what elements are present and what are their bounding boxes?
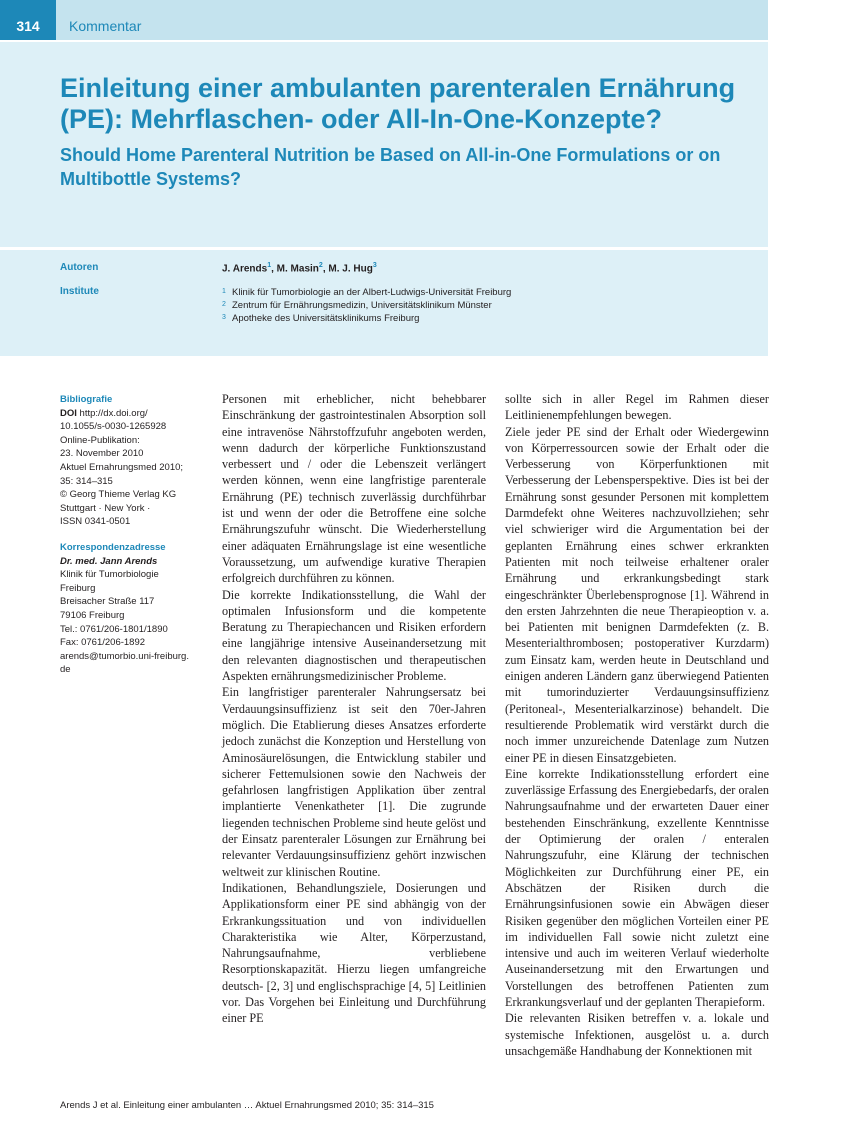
section-label: Kommentar [69, 18, 142, 34]
bib-line: Stuttgart · New York · [60, 502, 151, 514]
address-line: Klinik für Tumorbiologie [60, 569, 159, 581]
paragraph: Ziele jeder PE sind der Erhalt oder Wiedergewinn von Körperressourcen sowie der Erhalt oder die Verbesserung von Körperfunktionen mit Verbesserung der Lebensperspektive. Dies ist bei der Ernährung sonst gesunder Personen mit komplettem Darmdefekt ohne Weiteres nachzuvollziehen; sehr viel schwieriger wird die Argumentation bei der geplanten Ernährung eines schwer erkrankten Patienten mit noch teilweise erhaltener oraler Ernährung und erkrankungsbedingt stark eingeschränkter Überlebensprognose [1]. Während in den ersten Jahrzehnten die neue Therapieoption v. a. bei Patienten mit benignen Darmdefekten (z. B. Mesenterialthrombosen; postoperativer Kurzdarm) zum Einsatz kam, werden heute in Deutschland und einigen anderen Ländern ganz überwiegend Patienten mit tumorinduzierter Verdauungsinsuffizienz (Peritoneal-, Mesenterialkarzinose) behandelt. Die resultierende Problematik wird verstärkt durch die noch immer unzureichende Datenlage zum Nutzen einer PE in diesen Einsatzgebieten. [505, 424, 769, 765]
bib-line: 23. November 2010 [60, 448, 144, 460]
institute-item [222, 312, 511, 325]
page-footer: Arends J et al. Einleitung einer ambulanten … Aktuel Ernahrungsmed 2010; 35: 314–315 [60, 1100, 434, 1111]
bib-line: Online-Publikation: [60, 434, 140, 446]
email-line[interactable]: de [60, 664, 71, 676]
paragraph: Indikationen, Behandlungsziele, Dosierungen und Applikationsform einer PE sind abhängig von der Erkrankungssituation und von individuellen Charakteristika wie Alter, Körperzustand, Nahrungsaufnahme, verbliebene Resorptionskapazität. Hierzu liegen umfangreiche deutsch- [2, 3] und englischsprachige [4, 5] Leitlinien vor. Das Vorgehen bei Einleitung und Durchführung einer PE [222, 880, 486, 1026]
email-line[interactable]: arends@tumorbio.uni-freiburg. [60, 650, 189, 662]
institute-number: 2 [222, 301, 226, 308]
paragraph: Eine korrekte Indikationsstellung erfordert eine zuverlässige Erfassung des Energiebedarfs, der oralen Nahrungsaufnahme und der erwarteten Dauer einer bestehenden Einschränkung, exzellente Kenntnisse der Optimierung der oralen / enteralen Nahrungszufuhr, eine Klärung der technischen Möglichkeiten zur Durchführung einer PE, ein Abschätzen der Risiken durch die Ernährungsinfusionen sowie ein Abwägen dieser Risiken gegenüber den möglichen Vorteilen einer PE im individuellen Fall sowie nicht zuletzt eine intensive und auch im weiteren Verlauf wiederholte Auseinandersetzung mit den Erwartungen und Vorstellungen des betroffenen Patienten zum Erkrankungsverlauf und der geplanten Therapieform. [505, 766, 769, 1009]
institute-number: 1 [222, 288, 226, 295]
author-affiliation: 1 [267, 262, 272, 269]
article-title: Einleitung einer ambulanten parenteralen Ernährung (PE): Mehrflaschen- oder All-In-One-Konzepte? [60, 73, 736, 134]
doi-line[interactable]: 10.1055/s-0030-1265928 [60, 421, 167, 433]
paragraph: Die relevanten Risiken betreffen v. a. lokale und systemische Infektionen, ausgelöst u. a. durch unsachgemäße Handhabung der Konnektionen mit [505, 1011, 769, 1058]
bib-line: © Georg Thieme Verlag KG [60, 489, 177, 501]
paragraph: sollte sich in aller Regel im Rahmen dieser Leitlinienempfehlungen bewegen. [505, 392, 769, 423]
doi-text[interactable]: http://dx.doi.org/ [79, 407, 148, 419]
bib-line: Aktuel Ernahrungsmed 2010; [60, 461, 184, 473]
author-name: M. J. Hug [328, 263, 373, 275]
bib-line: 35: 314–315 [60, 475, 113, 487]
address-line: Freiburg [60, 582, 96, 594]
author-affiliation: 2 [318, 262, 323, 269]
bibliography-heading: Bibliografie [60, 394, 113, 405]
address-line: Tel.: 0761/206-1801/1890 [60, 623, 168, 635]
institute-number: 3 [222, 314, 226, 321]
author-affiliation: 3 [372, 262, 377, 269]
address-line: Fax: 0761/206-1892 [60, 637, 146, 649]
institutes-label: Institute [60, 286, 99, 297]
address-line: 79106 Freiburg [60, 609, 125, 621]
address-line: Breisacher Straße 117 [60, 596, 155, 608]
doi-line [60, 407, 205, 421]
correspondence-name: Dr. med. Jann Arends [60, 555, 158, 567]
paragraph: Personen mit erheblicher, nicht behebbarer Einschränkung der gastrointestinalen Absorption soll eine intravenöse Nährstoffzufuhr angeboten werden, wenn dadurch der körperliche Funktionszustand verbessert und / oder die Lebenszeit verlängert werden können, wenn eine langfristige parenterale Ernährung (PE) technisch zuverlässig durchführbar ist und wenn der oder die Betroffene eine solche Ernährungszufuhr wünscht. Die Wiederherstellung einer adäquaten Ernährungslage ist eine wesentliche Voraussetzung, um aufwendige kurative Therapien erfolgreich durchführen zu können. [222, 392, 486, 586]
author-separator: , [322, 263, 329, 275]
paragraph: Ein langfristiger parenteraler Nahrungsersatz bei Verdauungsinsuffizienz ist seit den 70er-Jahren möglich. Die Etablierung dieses Ansatzes erforderte jedoch zunächst die Konzeption und Herstellung von Aminosäurelösungen, die Entwicklung stabiler und sicherer Fettemulsionen sowie den Nachweis der gefahrlosen langfristigen Applikation über zentral implantierte Venenkatheter [1]. Die zugrunde liegenden technischen Probleme sind heute gelöst und der Einsatz parenteraler Lösungen zur Ernährung bei relevanter Verdauungsinsuffizienz gehört inzwischen weltweit zur klinischen Routine. [222, 685, 486, 879]
institute-text: Zentrum für Ernährungsmedizin, Universitätsklinikum Münster [232, 300, 492, 311]
author-separator: , [271, 263, 277, 275]
authors-label: Autoren [60, 262, 99, 273]
correspondence-heading: Korrespondenzadresse [60, 541, 166, 553]
author-name: J. Arends [222, 263, 268, 275]
body-column-2 [505, 391, 769, 1059]
author-name: M. Masin [276, 263, 319, 275]
sidebar [60, 393, 205, 677]
article-subtitle: Should Home Parenteral Nutrition be Based on All-in-One Formulations or on Multibottle Systems? [60, 145, 721, 189]
institute-text: Klinik für Tumorbiologie an der Albert-Ludwigs-Universität Freiburg [232, 287, 512, 298]
bib-line: ISSN 0341-0501 [60, 516, 131, 528]
page-number: 314 [0, 0, 56, 40]
institute-text: Apotheke des Universitätsklinikums Freiburg [232, 313, 420, 324]
institute-item [222, 286, 511, 299]
paragraph: Die korrekte Indikationsstellung, die Wahl der optimalen Infusionsform und die kompetente Beratung zu Therapiechancen und Risiken erfordern eine langjährige intensive Auseinandersetzung mit den relevanten diagnostischen und therapeutischen Aspekten ernährungsmedizinischer Probleme. [222, 587, 486, 684]
body-column-1 [222, 391, 486, 1027]
author-list [222, 262, 377, 274]
institute-list [222, 286, 511, 325]
institute-item [222, 299, 511, 312]
doi-label: DOI [60, 407, 77, 419]
